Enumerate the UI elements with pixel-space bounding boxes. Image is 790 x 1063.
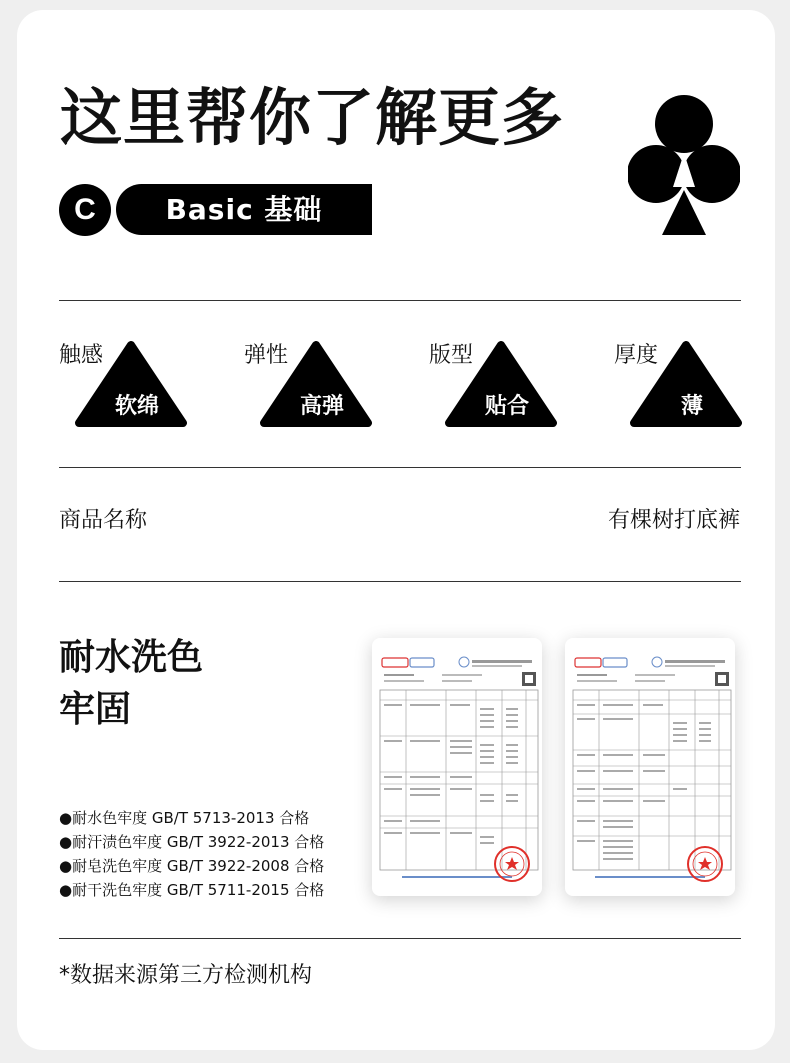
data-source-note: *数据来源第三方检测机构 [59,963,313,988]
list-item: ●耐水色牢度 GB/T 5713-2013 合格 [59,809,310,827]
product-name-label: 商品名称 [59,508,148,533]
attr-label-touch: 触感 [59,343,104,368]
page-title: 这里帮你了解更多 [60,81,565,154]
club-logo-icon [628,94,740,236]
test-report-graphic [372,638,542,896]
divider [59,467,741,468]
test-report-image [565,638,735,896]
list-item: ●耐皂洗色牢度 GB/T 3922-2008 合格 [59,857,325,875]
list-item: ●耐汗渍色牢度 GB/T 3922-2013 合格 [59,833,325,851]
test-report-image [372,638,542,896]
divider [59,300,741,301]
divider [59,581,741,582]
attr-label-fit: 版型 [429,343,474,368]
colorfastness-title-line: 耐水洗色 [59,637,204,678]
attr-label-elasticity: 弹性 [244,343,289,368]
attr-value-thickness: 薄 [680,394,703,419]
colorfastness-title-line: 牢固 [59,689,132,730]
attr-value-touch: 软绵 [114,394,159,419]
attr-label-thickness: 厚度 [614,343,659,368]
colorfastness-title [59,632,203,736]
product-name-value: 有棵树打底裤 [607,508,740,533]
grade-letter-badge: C [59,184,111,236]
colorfastness-list [59,806,324,902]
grade-label-badge: Basic 基础 [116,184,372,235]
attr-value-fit: 贴合 [484,394,529,419]
list-item: ●耐干洗色牢度 GB/T 5711-2015 合格 [59,881,325,899]
divider [59,938,741,939]
test-report-graphic [565,638,735,896]
attr-value-elasticity: 高弹 [299,394,344,419]
